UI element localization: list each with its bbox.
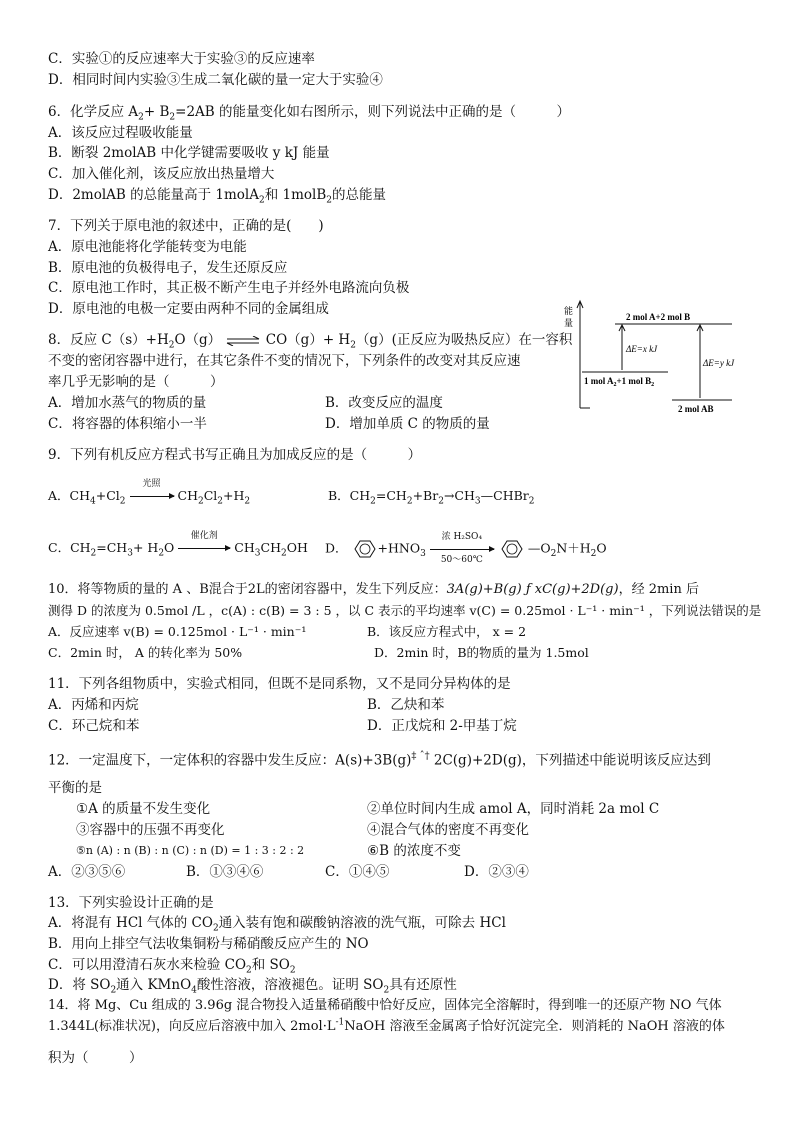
benzene-ring-product-icon xyxy=(498,539,528,559)
q12-statement-5: ⑤n (A) : n (B) : n (C) : n (D) = 1 : 3 : 2 : 2 xyxy=(76,844,305,857)
q8-option-d: D．增加单质 C 的物质的量 xyxy=(325,416,490,432)
q12-statement-3: ③容器中的压强不再变化 xyxy=(76,822,225,838)
diagram-ylabel-2: 量 xyxy=(564,318,574,328)
benzene-ring-icon xyxy=(348,539,378,559)
q12-statement-2: ②单位时间内生成 amol A，同时消耗 2a mol C xyxy=(367,801,660,817)
q10-stem-line2: 测得 D 的浓度为 0.5mol /L ，c(A) : c(B) = 3 : 5 ，以 C 表示的平均速率 v(C) = 0.25mol · L⁻¹ · min⁻¹ ，下列说法错误的是 xyxy=(48,603,762,618)
q9-option-d: D． $+HNO_3$ 浓 H₂SO₄ 50～60℃ $—O_2N+H_2O$ xyxy=(325,531,607,565)
q9-option-a: A．$CH_4+Cl_2$ 光照 $CH_2Cl_2+H_2$ xyxy=(48,479,251,507)
q14-stem-line1: 14．将 Mg、Cu 组成的 3.96g 混合物投入适量稀硝酸中恰好反应，固体完全溶解时，得到唯一的还原产物 NO 气体 xyxy=(48,998,722,1013)
q8-stem-line3: 率几乎无影响的是（ ） xyxy=(48,374,224,390)
q8-option-c: C．将容器的体积缩小一半 xyxy=(48,416,207,432)
q10-option-b: B．该反应方程式中， x = 2 xyxy=(367,624,527,639)
q7-option-a: A．原电池能将化学能转变为电能 xyxy=(48,239,247,255)
q13-option-c: C．可以用澄清石灰水来检验 $CO_2$和 $SO_2$ xyxy=(48,957,296,976)
q11-option-a: A．丙烯和丙烷 xyxy=(48,697,139,713)
q5-option-d: D．相同时间内实验③生成二氧化碳的量一定大于实验④ xyxy=(48,72,383,88)
q13-option-d: D．将 $SO_2$通入 KMnO$_4$酸性溶液，溶液褪色。证明 $SO_2$具有还原性 xyxy=(48,977,457,996)
reaction-arrow-light: 光照 xyxy=(126,487,178,505)
diagram-ylabel: 能 xyxy=(564,306,574,316)
q9-option-c: C．$CH_2=CH_3+ H_2O$ 催化剂 $CH_3CH_2OH$ xyxy=(48,531,308,559)
q14-stem-line3: 积为（ ） xyxy=(48,1050,143,1066)
q6-option-b: B．断裂 2molAB 中化学键需要吸收 y kJ 能量 xyxy=(48,145,330,161)
delta-y-label: ΔE=y kJ xyxy=(703,358,735,368)
q9-option-b: B．$CH_2=CH_2+Br_2\to CH_3—CHBr_2$ xyxy=(328,488,535,507)
q13-option-a: A．将混有 HCl 气体的 $CO_2$通入装有饱和碳酸钠溶液的洗气瓶，可除去 HCl xyxy=(48,915,506,934)
level-bottom-label: 2 mol AB xyxy=(678,404,714,414)
q11-option-b: B．乙炔和苯 xyxy=(367,697,445,713)
delta-x-label: ΔE=x kJ xyxy=(626,344,658,354)
reaction-arrow-catalyst: 催化剂 xyxy=(174,539,234,557)
level-mid-label: 1 mol $A_2+1$ mol $B_2$ xyxy=(584,376,655,388)
q7-stem: 7．下列关于原电池的叙述中，正确的是( ) xyxy=(48,218,324,234)
q6-option-a: A．该反应过程吸收能量 xyxy=(48,125,193,141)
q11-option-d: D．正戊烷和 2-甲基丁烷 xyxy=(367,718,517,734)
q13-option-b: B．用向上排空气法收集铜粉与稀硝酸反应产生的 NO xyxy=(48,936,369,952)
q12-option-c: C．①④⑤ xyxy=(325,864,390,880)
q8-option-b: B．改变反应的温度 xyxy=(325,395,443,411)
q8-stem-line1: 8．反应 $C(s)+H_2O(g)$ $CO(g)+ H_2(g)$(正反应为吸热反应）在一容积 xyxy=(48,332,573,351)
level-top-label: 2 mol A+2 mol B xyxy=(626,312,691,322)
q10-option-c: C．2min 时， A 的转化率为 50% xyxy=(48,645,243,660)
q5-option-c: C．实验①的反应速率大于实验③的反应速率 xyxy=(48,51,315,67)
q6-option-c: C．加入催化剂，该反应放出热量增大 xyxy=(48,166,275,182)
q12-statement-6: ⑥B 的浓度不变 xyxy=(367,843,461,859)
q6-option-d: D．2molAB 的总能量高于 1molA$_2$和 1molB$_2$的总能量 xyxy=(48,187,387,206)
equilibrium-arrow-icon xyxy=(225,336,261,346)
q14-stem-line2: 1.344L(标准状况)，向反应后溶液中加入 $2mol\cdot L^{-1}NaOH$ 溶液至金属离子恰好沉淀完全．则消耗的 NaOH 溶液的体 xyxy=(48,1017,725,1034)
q10-option-d: D．2min 时，B的物质的量为 1.5mol xyxy=(374,645,589,660)
q12-option-b: B．①③④⑥ xyxy=(186,864,264,880)
q10-stem-line1: 10．将等物质的量的 A 、B混合于2L的密闭容器中，发生下列反应：3A(g)+B(g) ƒ xC(g)+2D(g)，经 2min 后 xyxy=(48,582,699,597)
q12-option-d: D．②③④ xyxy=(464,864,529,880)
q7-option-c: C．原电池工作时，其正极不断产生电子并经外电路流向负极 xyxy=(48,280,410,296)
q12-stem-line2: 平衡的是 xyxy=(48,780,102,796)
q8-option-a: A．增加水蒸气的物质的量 xyxy=(48,395,207,411)
q11-stem: 11．下列各组物质中，实验式相同，但既不是同系物，又不是同分异构体的是 xyxy=(48,676,511,692)
q12-statement-1: ①A 的质量不发生变化 xyxy=(76,801,211,817)
q8-stem-line2: 不变的密闭容器中进行，在其它条件不变的情况下，下列条件的改变对其反应速 xyxy=(48,353,521,369)
q11-option-c: C．环己烷和苯 xyxy=(48,718,140,734)
q7-option-b: B．原电池的负极得电子，发生还原反应 xyxy=(48,260,288,276)
q9-stem: 9．下列有机反应方程式书写正确且为加成反应的是（ ） xyxy=(48,447,422,463)
q7-option-d: D．原电池的电极一定要由两种不同的金属组成 xyxy=(48,301,329,317)
q12-statement-4: ④混合气体的密度不再变化 xyxy=(367,822,529,838)
q10-option-a: A．反应速率 v(B) = 0.125mol · L⁻¹ · min⁻¹ xyxy=(48,624,307,639)
energy-level-diagram xyxy=(560,296,750,416)
q12-option-a: A．②③⑤⑥ xyxy=(48,864,126,880)
q6-stem: 6．化学反应 $A_2+ B_2=2AB$ 的能量变化如右图所示，则下列说法中正确的是（ ） xyxy=(48,104,571,123)
q13-stem: 13．下列实验设计正确的是 xyxy=(48,895,214,911)
q12-stem-line1: 12．一定温度下，一定体积的容器中发生反应：$A(s)+3B(g)^{\ddagger ˆ\dagger}$ 2C(g)+2D(g)，下列描述中能说明该反应达到 xyxy=(48,751,711,769)
reaction-arrow-nitration: 浓 H₂SO₄ 50～60℃ xyxy=(426,540,498,558)
